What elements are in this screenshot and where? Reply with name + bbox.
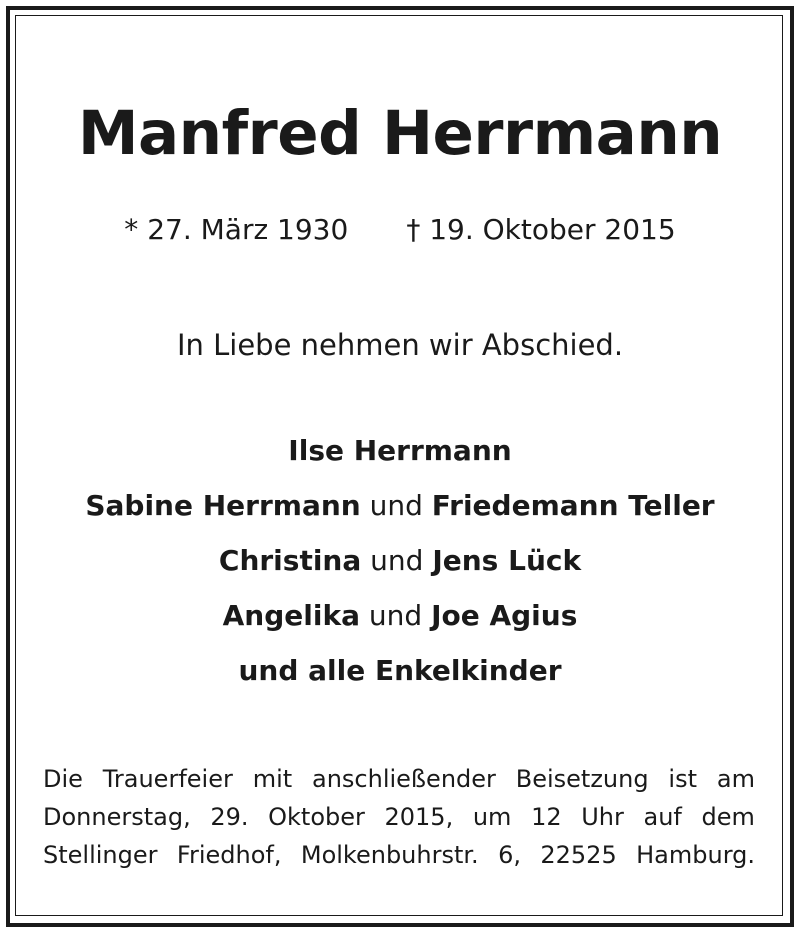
mourner-name: Christina	[218, 544, 362, 577]
birth-date: * 27. März 1930	[124, 213, 349, 246]
mourner-joiner: und	[368, 599, 423, 632]
mourner-name: Jens Lück	[432, 544, 582, 577]
mourner-joiner: und	[370, 544, 424, 577]
mourner-name: Joe Agius	[431, 599, 578, 632]
mourner-name: und alle Enkelkinder	[238, 654, 562, 687]
notice-line: Donnerstag, 29. Oktober 2015, um 12 Uhr auf dem	[43, 803, 755, 831]
mourner-name: Ilse Herrmann	[288, 434, 512, 467]
deceased-name: Manfred Herrmann	[77, 98, 723, 169]
notice-line: Die Trauerfeier mit anschließender Beisetzung ist am	[43, 765, 755, 793]
mourner-line	[0, 431, 800, 486]
farewell-text: In Liebe nehmen wir Abschied.	[176, 328, 624, 362]
life-dates	[0, 213, 800, 247]
mourner-name: Angelika	[222, 599, 360, 632]
mourner-line	[0, 596, 800, 651]
death-date: † 19. Oktober 2015	[406, 213, 676, 246]
mourner-joiner: und	[369, 489, 423, 522]
mourner-name: Sabine Herrmann	[85, 489, 361, 522]
funeral-notice	[43, 760, 755, 874]
mourners-list	[0, 431, 800, 706]
mourner-name: Friedemann Teller	[431, 489, 715, 522]
notice-line: Stellinger Friedhof, Molkenbuhrstr. 6, 22525 Hamburg.	[43, 841, 755, 869]
mourner-line	[0, 486, 800, 541]
mourner-line	[0, 651, 800, 706]
mourner-line	[0, 541, 800, 596]
